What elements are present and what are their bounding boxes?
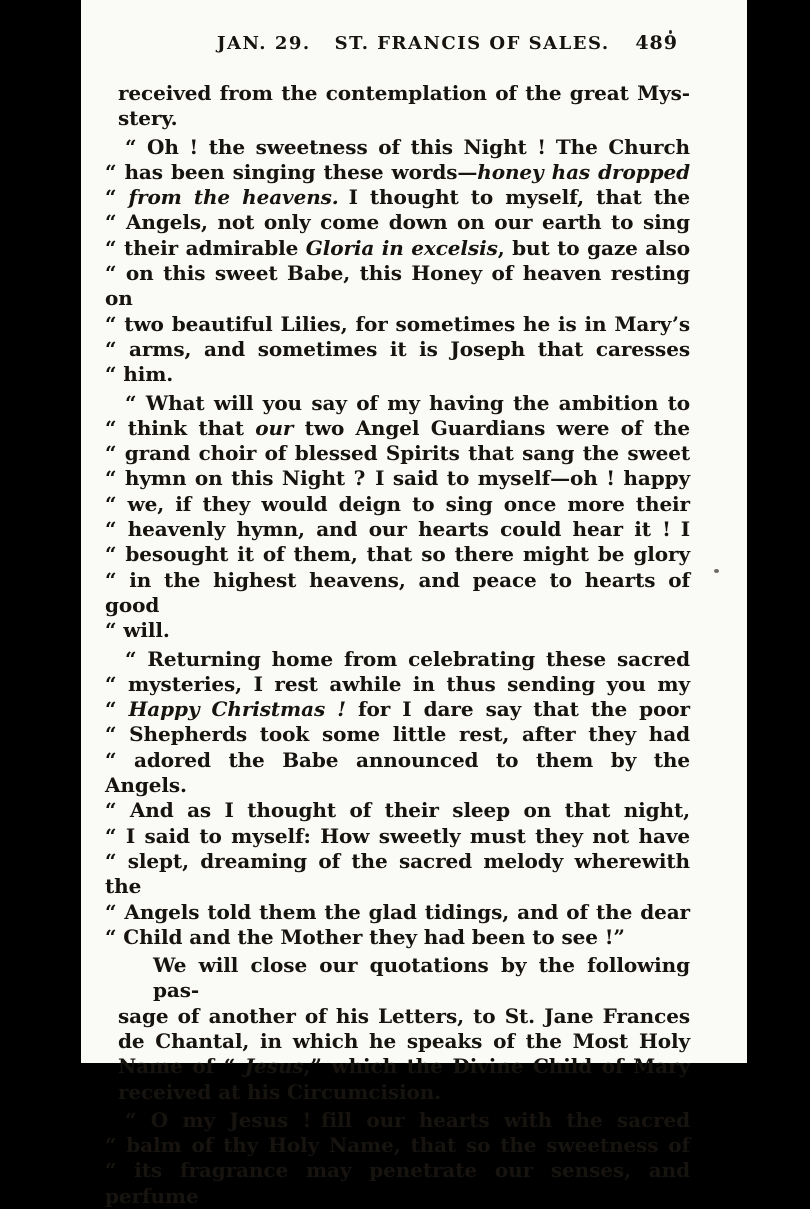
- text-line: “ Angels told them the glad tidings, and of the dear: [105, 899, 690, 924]
- text-line: received at his Circumcision.: [118, 1079, 442, 1104]
- text-line: “ on this sweet Babe, this Honey of heaven resting on: [105, 261, 690, 311]
- text-line: “ O my Jesus ! fill our hearts with the sacred: [125, 1107, 690, 1132]
- text-line: “ their admirable Gloria in excelsis, but to gaze also: [105, 235, 690, 260]
- text-line: received from the contemplation of the great Mys-: [118, 81, 690, 105]
- text-line: “ think that our two Angel Guardians were of the: [105, 415, 690, 440]
- text-line: “ hymn on this Night ? I said to myself—oh ! happy: [105, 466, 690, 491]
- text-line: “ its fragrance may penetrate our senses, and perfume: [105, 1158, 690, 1208]
- text-line: “ I said to myself: How sweetly must they not have: [105, 823, 690, 848]
- page-number: 489: [635, 32, 678, 54]
- text-line: “ besought it of them, that so there might be glory: [105, 542, 690, 567]
- text-line: “ balm of thy Holy Name, that so the sweetness of: [105, 1133, 690, 1158]
- text-line: “ heavenly hymn, and our hearts could hear it ! I: [105, 517, 690, 542]
- text-line: “ mysteries, I rest awhile in thus sending you my: [105, 671, 690, 696]
- text-line: “ Child and the Mother they had been to see !”: [105, 924, 625, 949]
- text-line: “ Happy Christmas ! for I dare say that the poor: [105, 697, 690, 722]
- book-page: [81, 0, 747, 1208]
- text-line: Name of “ Jesus,” which the Divine Child of Mary: [118, 1054, 690, 1079]
- text-line: “ Angels, not only come down on our earth to sing: [105, 210, 690, 235]
- text-line: “ him.: [105, 362, 174, 387]
- text-line: “ Returning home from celebrating these sacred: [125, 646, 690, 671]
- text-line: “ Shepherds took some little rest, after they had: [105, 722, 690, 747]
- running-header: [105, 32, 690, 54]
- text-line: “ two beautiful Lilies, for sometimes he is in Mary’s: [105, 311, 690, 336]
- text-line: stery.: [118, 106, 178, 131]
- text-column: [105, 0, 690, 1209]
- text-line: de Chantal, in which he speaks of the Most Holy: [118, 1028, 690, 1053]
- text-line: We will close our quotations by the following pas-: [153, 953, 690, 1003]
- text-line: “ we, if they would deign to sing once more their: [105, 491, 690, 516]
- page-body: [105, 81, 690, 1209]
- text-line: “ in the highest heavens, and peace to hearts of good: [105, 567, 690, 617]
- text-line: “ What will you say of my having the ambition to: [125, 390, 690, 415]
- header-title: ST. FRANCIS OF SALES.: [334, 33, 610, 54]
- text-line: “ And as I thought of their sleep on that night,: [105, 798, 690, 823]
- text-line: “ from the heavens. I thought to myself, that the: [105, 185, 690, 210]
- text-line: “ adored the Babe announced to them by the Angels.: [105, 747, 690, 798]
- scan-artifact-speck: [714, 569, 719, 573]
- text-line: “ has been singing these words—honey has dropped: [105, 159, 690, 184]
- text-line: “ slept, dreaming of the sacred melody wherewith the: [105, 848, 690, 899]
- text-line: “ grand choir of blessed Spirits that sang the sweet: [105, 441, 690, 466]
- text-line: “ Oh ! the sweetness of this Night ! The Church: [125, 134, 690, 159]
- text-line: “ will.: [105, 618, 170, 643]
- header-date: JAN. 29.: [217, 33, 311, 54]
- text-line: sage of another of his Letters, to St. Jane Frances: [118, 1003, 690, 1028]
- text-line: “ arms, and sometimes it is Joseph that caresses: [105, 336, 690, 361]
